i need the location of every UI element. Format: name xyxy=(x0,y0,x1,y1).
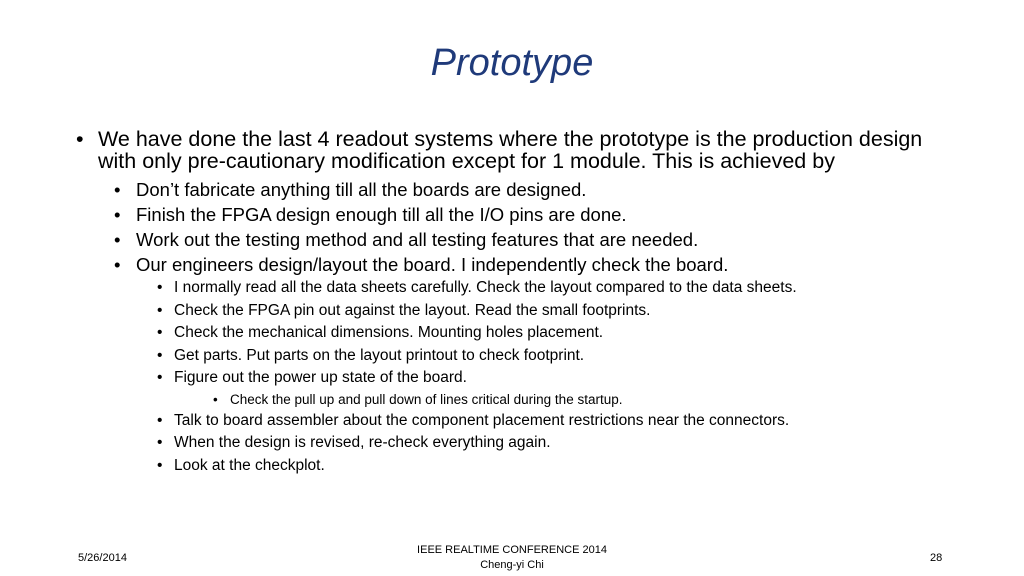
check-point-text: I normally read all the data sheets carefully. Check the layout compared to the data sheets. xyxy=(174,279,797,296)
bullet-icon: • xyxy=(157,324,163,341)
slide-content xyxy=(76,128,956,477)
power-up-detail xyxy=(213,390,956,410)
bullet-icon: • xyxy=(157,369,163,386)
bullet-icon: • xyxy=(114,179,121,200)
bullet-icon: • xyxy=(157,346,163,364)
check-point xyxy=(157,277,956,300)
check-point-text: When the design is revised, re-check everything again. xyxy=(174,434,551,451)
sub-point-text: Finish the FPGA design enough till all the I/O pins are done. xyxy=(136,204,627,225)
bullet-icon: • xyxy=(157,456,163,474)
sub-point xyxy=(114,178,956,202)
footer-center xyxy=(0,543,1024,573)
footer-author: Cheng-yi Chi xyxy=(480,559,544,571)
check-point xyxy=(157,455,956,478)
power-up-detail-text: Check the pull up and pull down of lines critical during the startup. xyxy=(230,391,623,407)
slide-title: Prototype xyxy=(430,42,594,84)
check-point xyxy=(157,300,956,323)
check-point xyxy=(157,322,956,345)
sub-point-text: Work out the testing method and all testing features that are needed. xyxy=(136,229,699,250)
check-point-text: Check the FPGA pin out against the layout. Read the small footprints. xyxy=(174,301,651,319)
sub-point xyxy=(114,228,956,252)
check-point-text: Look at the checkplot. xyxy=(174,456,325,474)
bullet-icon: • xyxy=(157,301,163,319)
bullet-icon: • xyxy=(114,254,121,275)
bullet-icon: • xyxy=(157,434,163,451)
footer-conference: IEEE REALTIME CONFERENCE 2014 xyxy=(417,544,607,556)
check-point-text: Figure out the power up state of the board. xyxy=(174,369,467,386)
bullet-icon: • xyxy=(76,127,84,151)
check-point xyxy=(157,345,956,368)
bullet-icon: • xyxy=(114,204,121,225)
check-point xyxy=(157,432,956,455)
main-bullet-text: We have done the last 4 readout systems where the prototype is the production design with only pre-cautionary modification except for 1 module. This is achieved by xyxy=(98,127,923,173)
footer-page-number: 28 xyxy=(930,552,943,564)
sub-point-text: Our engineers design/layout the board. I independently check the board. xyxy=(136,254,729,275)
check-point xyxy=(157,410,956,433)
sub-point-text: Don’t fabricate anything till all the boards are designed. xyxy=(136,179,587,200)
footer-date: 5/26/2014 xyxy=(78,552,127,564)
check-point xyxy=(157,367,956,390)
check-point-text: Get parts. Put parts on the layout printout to check footprint. xyxy=(174,346,585,364)
check-point-text: Check the mechanical dimensions. Mounting holes placement. xyxy=(174,324,604,341)
sub-point xyxy=(114,253,956,277)
check-point-text: Talk to board assembler about the component placement restrictions near the connectors. xyxy=(174,411,790,429)
sub-point xyxy=(114,203,956,227)
bullet-icon: • xyxy=(157,279,163,296)
bullet-icon: • xyxy=(213,391,218,407)
bullet-icon: • xyxy=(157,411,163,429)
main-bullet-point xyxy=(76,128,956,172)
bullet-icon: • xyxy=(114,229,121,250)
